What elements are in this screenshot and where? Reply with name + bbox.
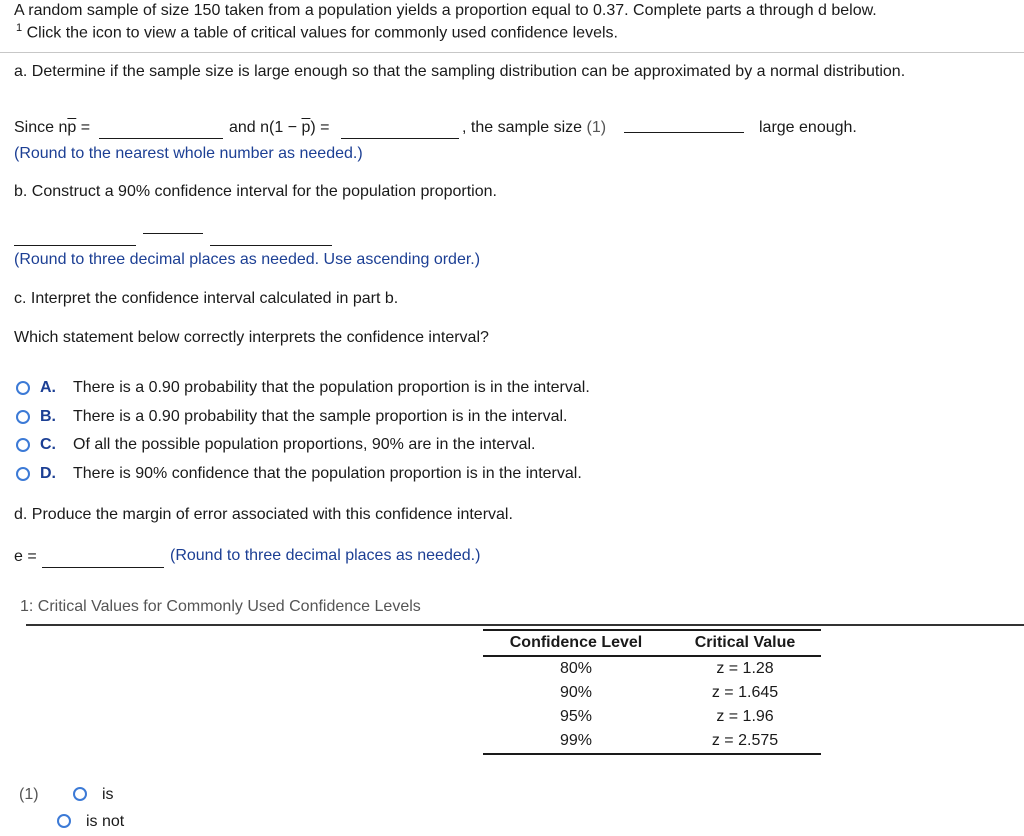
table-cell: 80% (559, 660, 593, 677)
part-c-question: c. Interpret the confidence interval calculated in part b. (14, 290, 399, 307)
problem-statement: A random sample of size 150 taken from a population yields a proportion equal to 0.37. Complete parts a through d below. (14, 2, 877, 19)
critical-table-divider (26, 624, 1024, 626)
table-header-row (483, 630, 821, 656)
radio-option-d[interactable] (16, 467, 30, 481)
part-a-question: a. Determine if the sample size is large enough so that the sampling distribution can be approximated by a normal distribution. (14, 63, 906, 80)
table-cell: 90% (559, 684, 593, 701)
table-cell: z = 1.28 (716, 660, 774, 677)
table-cell: z = 1.645 (711, 684, 779, 701)
table-row (483, 705, 821, 729)
option-b-letter: B. (40, 408, 56, 425)
option-a-text: There is a 0.90 probability that the population proportion is in the interval. (73, 379, 590, 396)
option-b-text: There is a 0.90 probability that the sample proportion is in the interval. (73, 408, 568, 425)
option-d-text: There is 90% confidence that the population proportion is in the interval. (73, 465, 582, 482)
e-label: e = (14, 548, 37, 565)
footnote-line (16, 22, 618, 42)
critical-values-table (483, 629, 821, 755)
table-cell: 99% (483, 729, 669, 754)
table-header-critical: Critical Value (669, 630, 821, 656)
ci-upper-input[interactable] (210, 245, 332, 246)
option-a-letter: A. (40, 379, 56, 396)
radio-option-c[interactable] (16, 438, 30, 452)
table-cell: z = 1.96 (716, 708, 774, 725)
part-b-hint: (Round to three decimal places as needed. Use ascending order.) (14, 251, 481, 268)
np-label: Since $n\overline{p}$ = (14, 119, 91, 136)
dropdown-choices-marker: (1) (19, 786, 39, 803)
part-c-prompt: Which statement below correctly interprets the confidence interval? (14, 329, 489, 346)
large-enough-text: large enough. (759, 119, 857, 136)
header-divider (0, 52, 1024, 53)
table-row (483, 656, 821, 681)
radio-option-b[interactable] (16, 410, 30, 424)
table-cell: 95% (559, 708, 593, 725)
footnote-marker: 1 (16, 22, 23, 34)
radio-choice-is-not[interactable] (57, 814, 71, 828)
nq-input[interactable] (341, 138, 459, 139)
critical-table-title: 1: Critical Values for Commonly Used Confidence Levels (20, 598, 421, 615)
option-d-letter: D. (40, 465, 56, 482)
part-d-question: d. Produce the margin of error associated with this confidence interval. (14, 506, 513, 523)
np-input[interactable] (99, 138, 223, 139)
table-row (483, 729, 821, 754)
ci-lower-input[interactable] (14, 245, 136, 246)
sample-size-dropdown[interactable] (624, 132, 744, 133)
nq-label: and $n(1 - \overline{p})$ = (229, 119, 330, 136)
option-c-letter: C. (40, 436, 56, 453)
margin-of-error-input[interactable] (42, 567, 164, 568)
dropdown-marker: (1) (586, 119, 607, 136)
choice-is-label: is (102, 786, 114, 803)
table-row (483, 681, 821, 705)
footnote-link-text[interactable]: Click the icon to view a table of critical values for commonly used confidence levels. (26, 24, 618, 42)
table-header-confidence: Confidence Level (483, 630, 669, 656)
ci-separator (143, 233, 203, 234)
part-b-question: b. Construct a 90% confidence interval for the population proportion. (14, 183, 497, 200)
part-d-hint: (Round to three decimal places as needed.) (170, 547, 481, 564)
part-a-hint: (Round to the nearest whole number as needed.) (14, 145, 363, 162)
sample-size-text: , the sample size (1) (462, 119, 607, 136)
option-c-text: Of all the possible population proportions, 90% are in the interval. (73, 436, 536, 453)
radio-choice-is[interactable] (73, 787, 87, 801)
radio-option-a[interactable] (16, 381, 30, 395)
choice-is-not-label: is not (86, 813, 125, 830)
table-cell: z = 2.575 (669, 729, 821, 754)
